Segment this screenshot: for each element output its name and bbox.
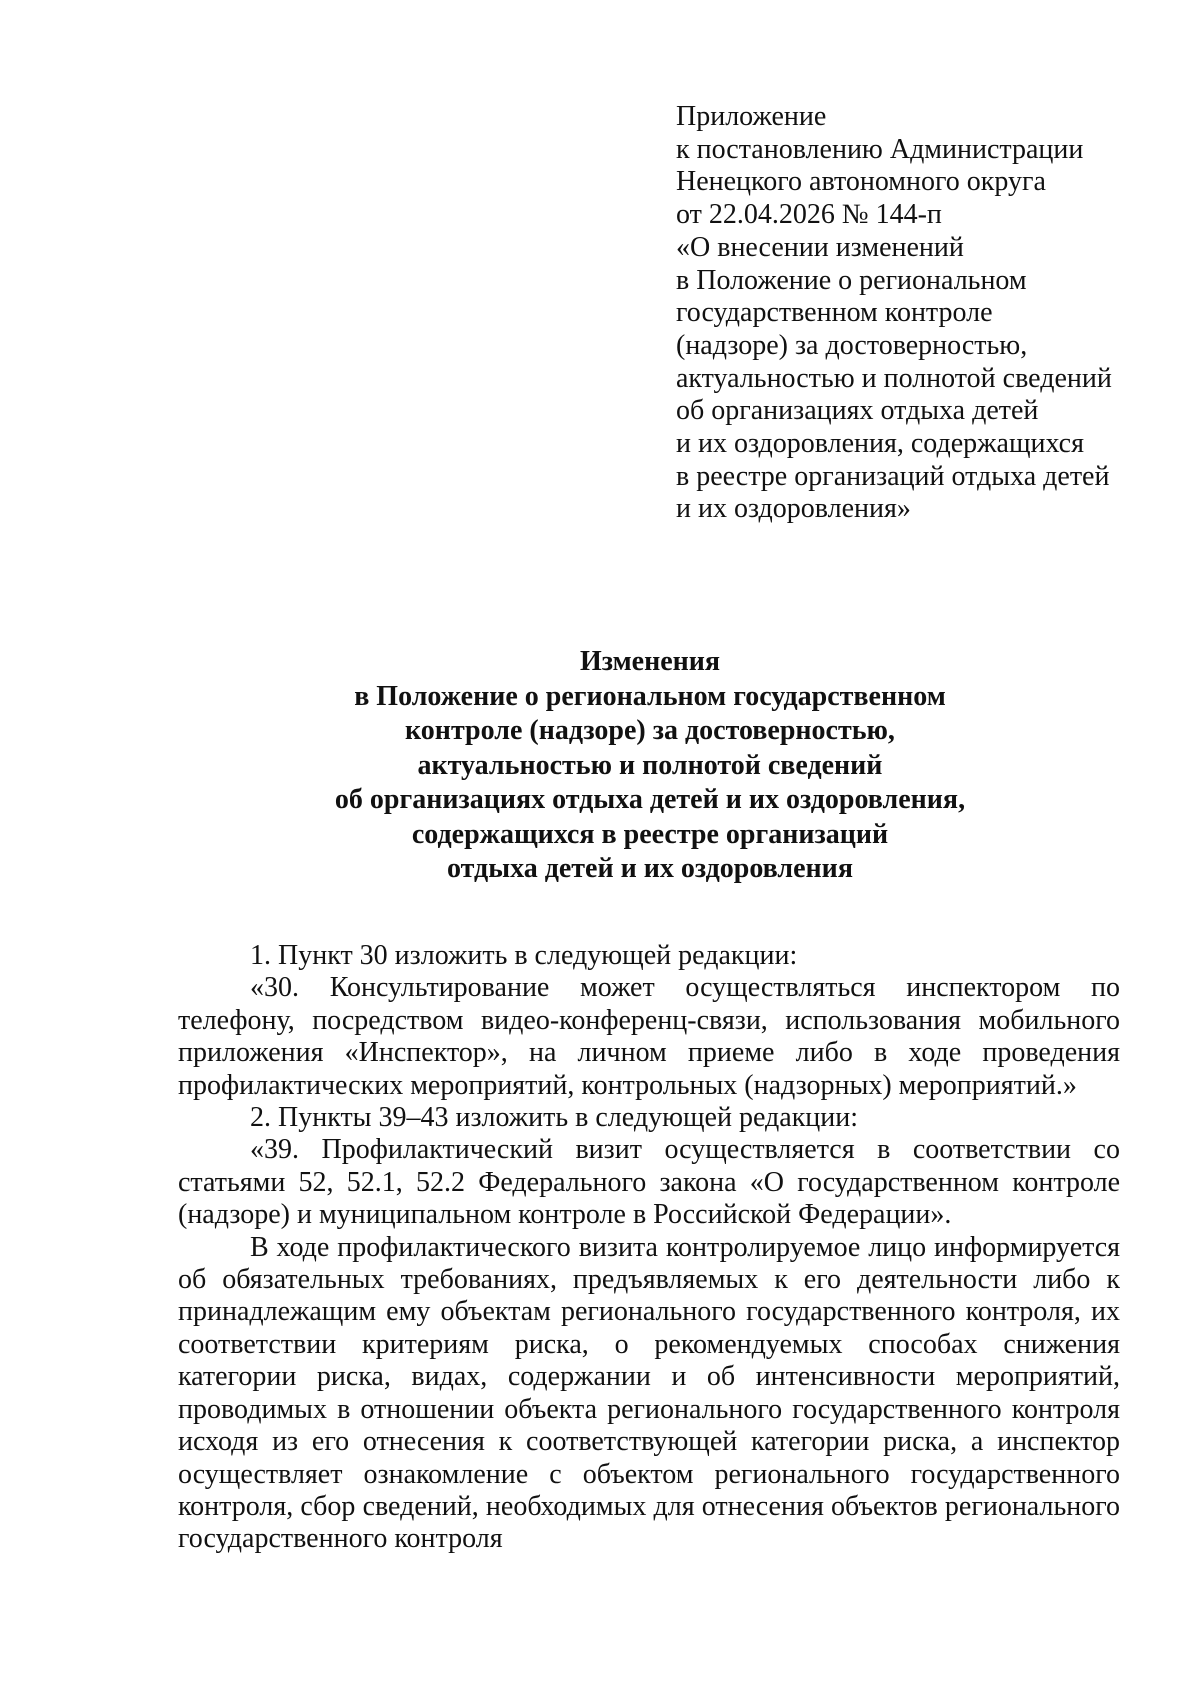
- appendix-line: актуальностью и полнотой сведений: [676, 362, 1112, 394]
- appendix-header: [676, 101, 1146, 526]
- body-paragraph: 1. Пункт 30 изложить в следующей редакции:: [250, 940, 798, 971]
- title-line: отдыха детей и их оздоровления: [447, 853, 853, 884]
- title-line: контроле (надзоре) за достоверностью,: [405, 715, 895, 746]
- appendix-line: «О внесении изменений: [676, 231, 964, 263]
- title-line: актуальностью и полнотой сведений: [417, 749, 883, 781]
- appendix-line: и их оздоровления, содержащихся: [676, 428, 1084, 460]
- appendix-line: в Положение о региональном: [676, 264, 1027, 296]
- body-paragraph: В ходе профилактического визита контролируемое лицо информируется об обязательных требованиях, предъявляемых к его деятельности либо к принадлежащим ему объектам регионального государственного контроля, их соответствии критериям риска, о рекомендуемых способах снижения категории риска, видах, содержании и об интенсивности мероприятий, проводимых в отношении объекта регионального государственного контроля исходя из его отнесения к соответствующей категории риска, а инспектор осуществляет ознакомление с объектом регионального государственного контроля, сбор сведений, необходимых для отнесения объектов регионального государственного контроля: [178, 1231, 1120, 1555]
- appendix-line: об организациях отдыха детей: [676, 395, 1039, 427]
- appendix-line: и их оздоровления»: [676, 493, 911, 525]
- appendix-line: Приложение: [676, 101, 827, 132]
- appendix-line: в реестре организаций отдыха детей: [676, 460, 1110, 492]
- appendix-line: от 22.04.2026 № 144-п: [676, 199, 942, 231]
- appendix-line: к постановлению Администрации: [676, 133, 1084, 165]
- title-line: Изменения: [579, 646, 721, 677]
- title-line: в Положение о региональном государственном: [354, 680, 946, 712]
- document-title: [250, 645, 1050, 887]
- body-paragraph: 2. Пункты 39–43 изложить в следующей редакции:: [250, 1102, 859, 1134]
- appendix-line: государственном контроле: [676, 297, 993, 329]
- document-body: [178, 940, 1120, 1556]
- title-line: об организациях отдыха детей и их оздоровления,: [334, 784, 966, 815]
- title-line: содержащихся в реестре организаций: [411, 818, 889, 850]
- appendix-line: (надзоре) за достоверностью,: [676, 329, 1028, 361]
- body-paragraph: «30. Консультирование может осуществляться инспектором по телефону, посредством видео-конференц-связи, использования мобильного приложения «Инспектор», на личном приеме либо в ходе проведения профилактических мероприятий, контрольных (надзорных) мероприятий.»: [178, 972, 1120, 1101]
- body-paragraph: «39. Профилактический визит осуществляется в соответствии со статьями 52, 52.1, 52.2 Федерального закона «О государственном контроле (надзоре) и муниципальном контроле в Российской Федерации».: [178, 1134, 1120, 1231]
- appendix-line: Ненецкого автономного округа: [676, 166, 1046, 198]
